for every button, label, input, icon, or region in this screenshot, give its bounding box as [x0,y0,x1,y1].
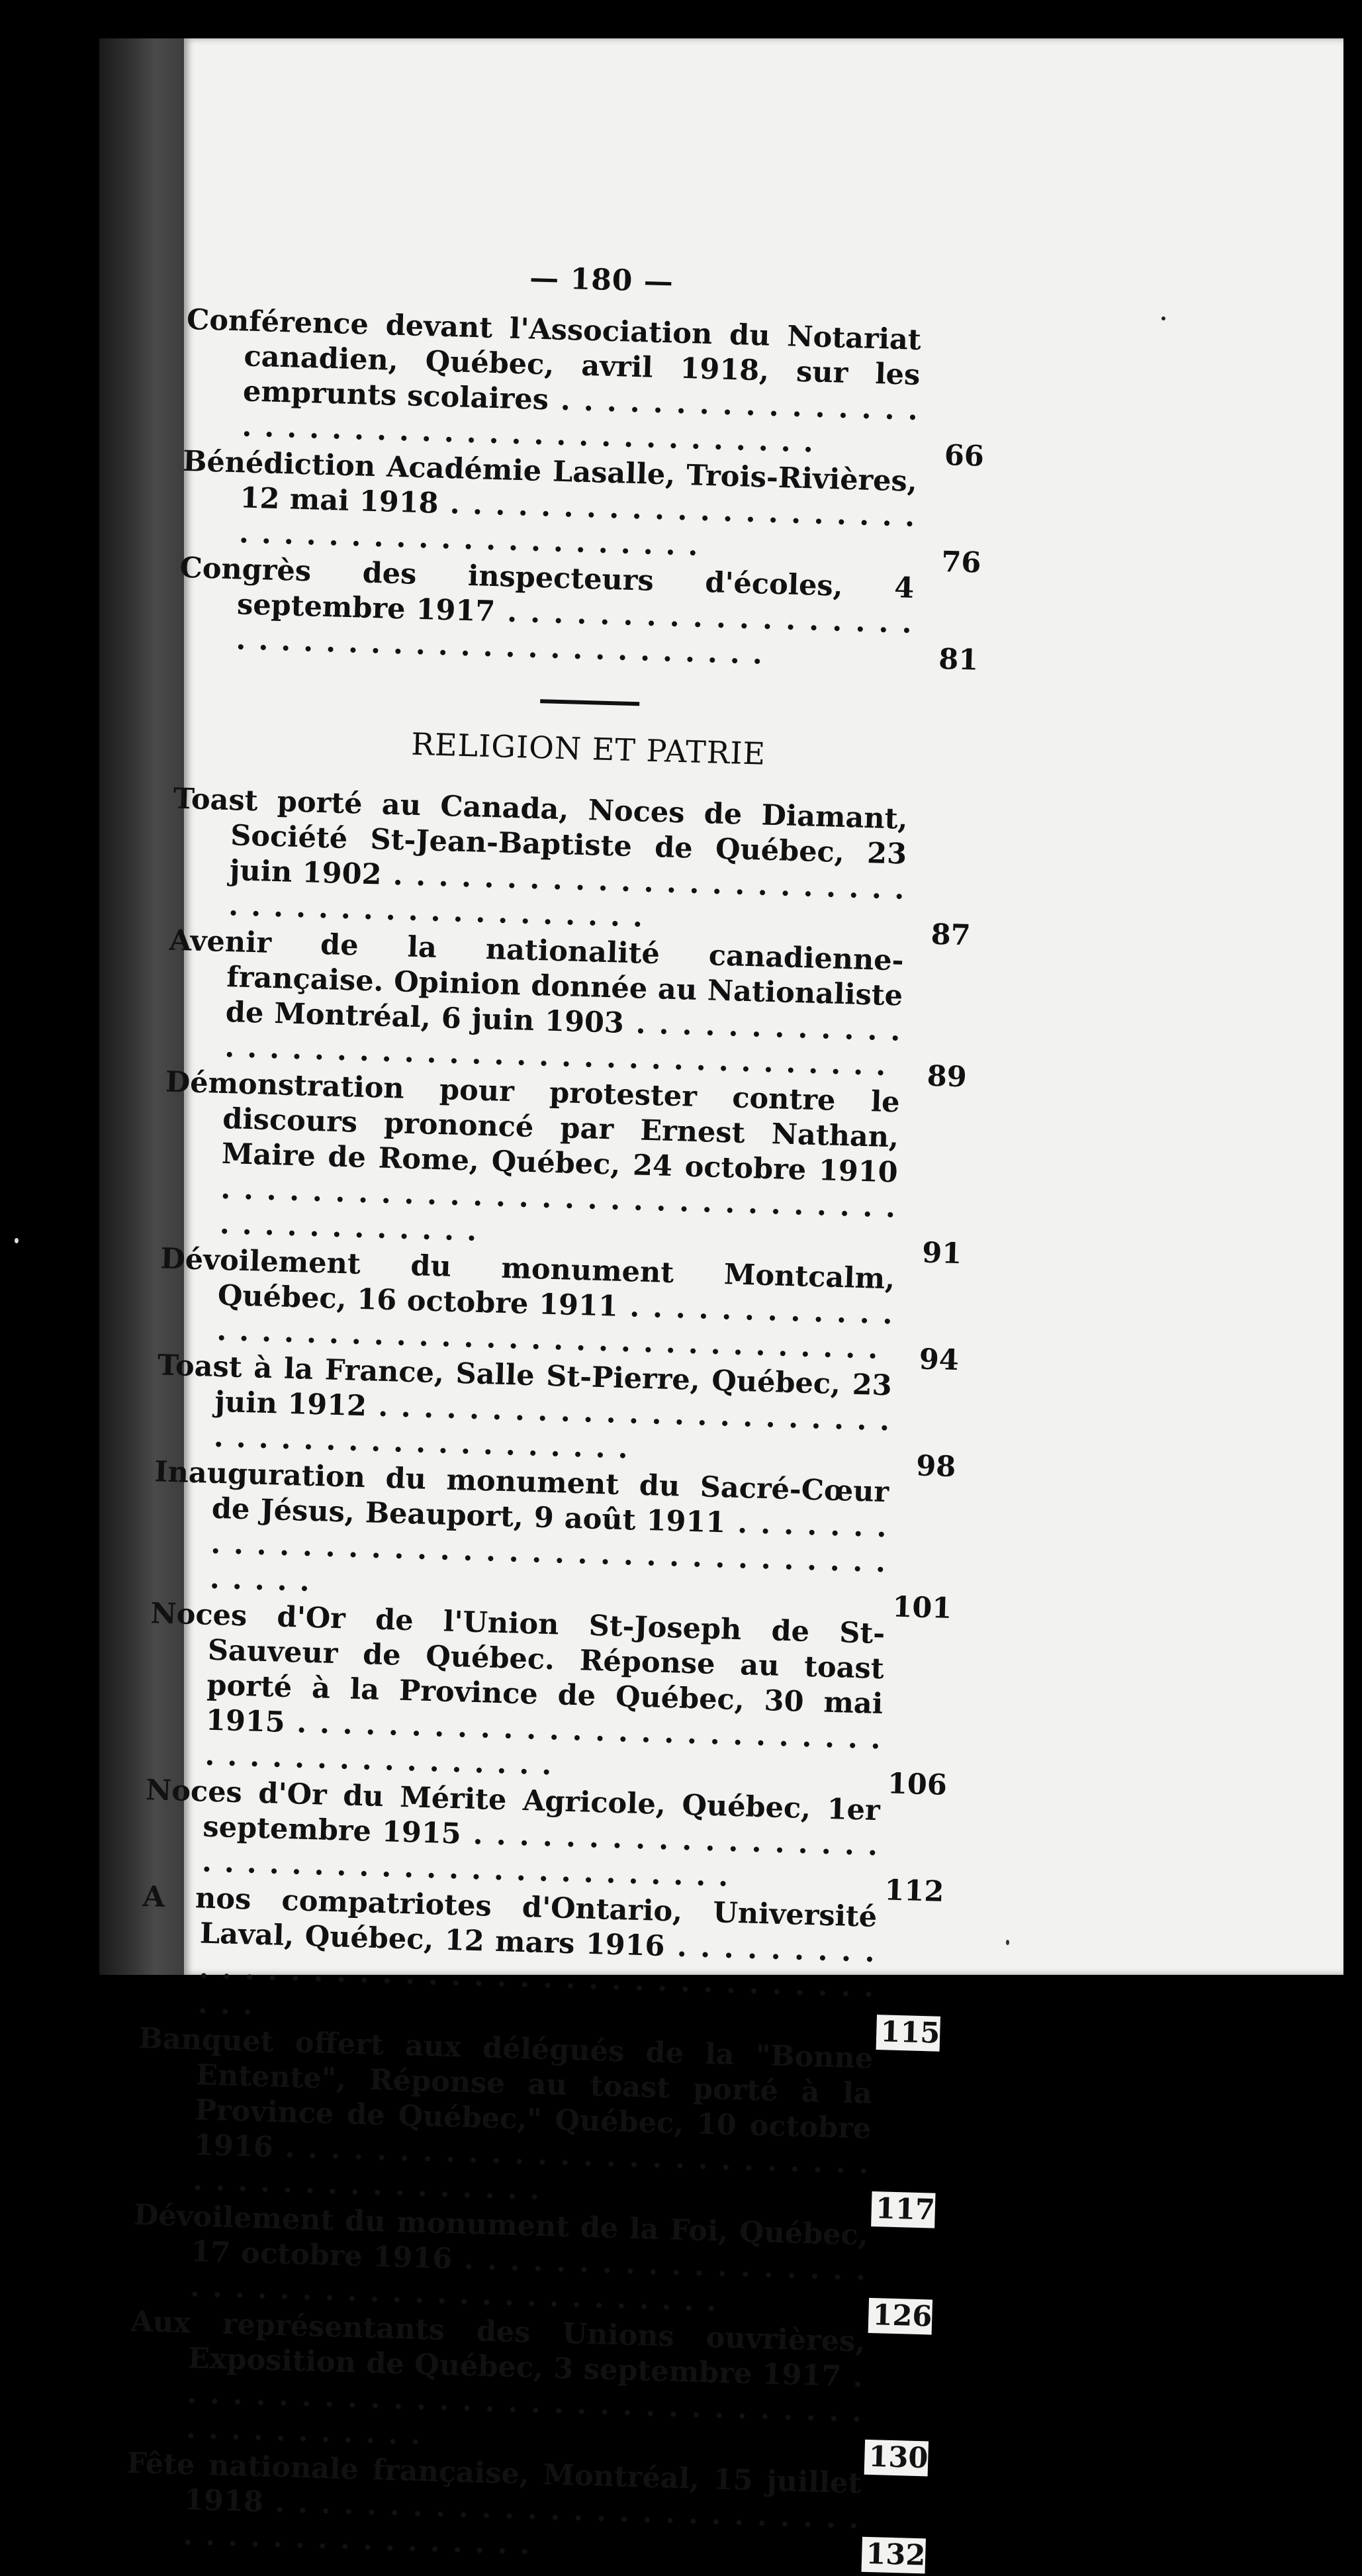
toc-entry [155,1348,985,1484]
entries-section [124,782,1001,2575]
toc-entry [161,1065,993,1271]
toc-entry [139,1880,970,2050]
page-number: — 180 — [529,261,674,299]
toc-entry-title: Toast à la France, Salle St-Pierre, Québec, 23 juin 1912 . . . [157,1349,892,1465]
toc-entry [143,1773,973,1909]
section-heading: RELIGION ET PATRIE [410,726,766,772]
toc-entry-page: 81 [934,642,979,679]
table-of-contents [124,252,1016,2576]
toc-entry-page: 91 [918,1235,962,1272]
scan-speck [15,1238,19,1243]
toc-entry-page: 98 [912,1449,956,1485]
toc-entry [177,551,1007,679]
toc-entry-page: 66 [940,438,984,475]
toc-entry-title: Conférence devant l'Association du Notariat canadien, Québec, avril 1918, sur les emprunts scolaires . . . [186,303,921,459]
toc-entry [183,303,1014,473]
toc-entry-page: 106 [883,1766,947,1803]
toc-entry-page: 117 [871,2191,935,2228]
toc-entry [134,2021,966,2227]
toc-entry-page: 76 [937,545,981,581]
toc-entry [170,782,1001,953]
toc-entry-title: Aux représentants des Unions ouvrières, Exposition de Québec, 3 septembre 1917 . . . [130,2305,866,2452]
toc-entry [131,2198,961,2334]
toc-entry-title: A nos compatriotes d'Ontario, Université Laval, Québec, 12 mars 1916 . . . [142,1880,878,2022]
toc-entry-title: Noces d'Or du Mérite Agricole, Québec, 1er septembre 1915 . . . [145,1774,880,1893]
toc-entry-title: Banquet offert aux délégués de la "Bonne Entente", Réponse au toast porté à la Province de Québec," Québec, 10 octobre 1916 . . . [138,2022,874,2207]
scan-speck [1006,1940,1009,1945]
toc-entry [151,1455,981,1625]
toc-entry-page: 126 [868,2298,932,2335]
toc-entry-title: Fête nationale française, Montréal, 15 juillet 1918 . . . [126,2447,862,2561]
toc-entry-page: 130 [864,2440,929,2477]
toc-entry-page: 132 [862,2537,926,2574]
toc-entry-title: Avenir de la nationalité canadienne-française. Opinion donnée au Nationaliste de Montréal, 6 juin 1903 . . . [169,924,904,1082]
toc-entry [166,924,997,1094]
toc-entry-page: 94 [915,1342,959,1378]
toc-entry-page: 115 [876,2015,940,2052]
toc-entry-title: Toast porté au Canada, Noces de Diamant, Société St-Jean-Baptiste de Québec, 23 juin 1902 . . . [173,783,908,934]
toc-entry-title: Congrès des inspecteurs d'écoles, 4 septembre 1917 . . . [179,551,915,671]
toc-entry-title: Démonstration pour protester contre le discours prononcé par Ernest Nathan, Maire de Rome, Québec, 24 octobre 1910 . . . [165,1066,900,1248]
toc-entry-page: 112 [880,1873,944,1910]
scan-speck [1161,316,1165,320]
toc-entry-page: 89 [923,1059,967,1095]
toc-entry [146,1596,978,1802]
toc-entry-title: Bénédiction Académie Lasalle, Trois-Rivières, 12 mai 1918 . . . [182,445,917,563]
toc-entry-title: Inauguration du monument du Sacré-Cœur de Jésus, Beauport, 9 août 1911 . . . [154,1455,889,1598]
toc-entry-page: 101 [888,1590,952,1627]
entries-top [177,303,1014,679]
toc-entry [127,2305,958,2475]
section-divider [540,699,639,706]
toc-entry-title: Dévoilement du monument Montcalm, Québec, 16 octobre 1911 . . . [160,1242,895,1365]
toc-entry-title: Noces d'Or de l'Union St-Joseph de St-Sauveur de Québec. Réponse au toast porté à la Province de Québec, 30 mai 1915 . . . [150,1597,885,1782]
toc-entry-page: 87 [927,918,971,954]
toc-entry [180,444,1010,580]
toc-entry [124,2446,954,2575]
toc-entry [158,1241,988,1378]
toc-entry-title: Dévoilement du monument de la Foi, Québec, 17 octobre 1916 . . . [133,2199,868,2318]
